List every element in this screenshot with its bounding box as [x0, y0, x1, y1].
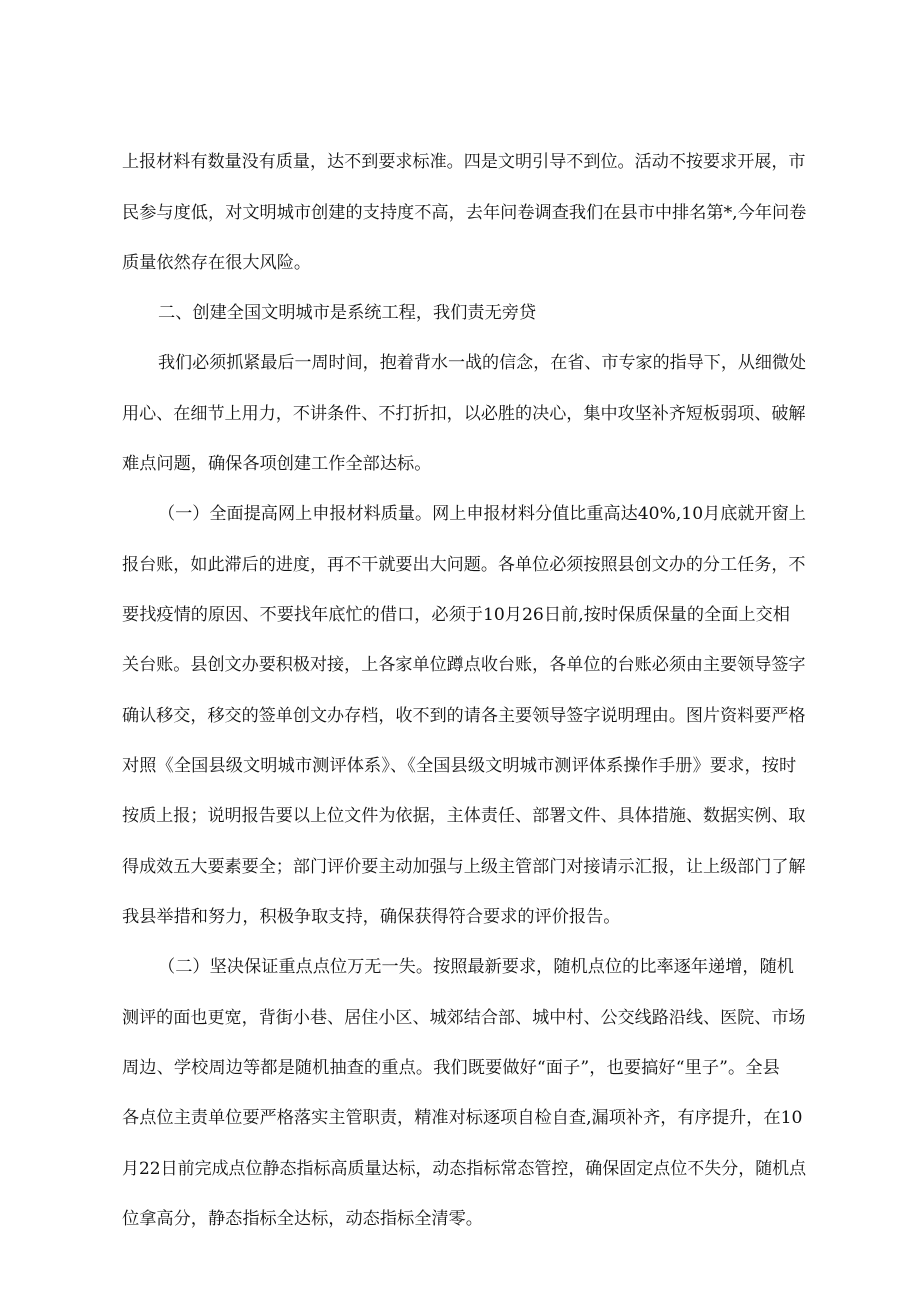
paragraph-line: 用心、在细节上用力，不讲条件、不打折扣，以必胜的决心，集中攻坚补齐短板弱项、破解 [122, 404, 806, 424]
paragraph-line: 测评的面也更宽，背街小巷、居住小区、城郊结合部、城中村、公交线路沿线、医院、市场 [122, 1008, 806, 1028]
paragraph-line: 按质上报；说明报告要以上位文件为依据，主体责任、部署文件、具体措施、数据实例、取 [122, 806, 806, 826]
paragraph-line: 关台账。县创文办要积极对接，上各家单位蹲点收台账，各单位的台账必须由主要领导签字 [122, 655, 806, 675]
paragraph-line: 周边、学校周边等都是随机抽查的重点。我们既要做好“面子”，也要搞好“里子”。全县 [122, 1058, 780, 1078]
paragraph-line: 报台账，如此滞后的进度，再不干就要出大问题。各单位必须按照县创文办的分工任务，不 [122, 555, 806, 575]
paragraph-line: 质量依然存在很大风险。 [122, 253, 312, 273]
section-heading: 二、创建全国文明城市是系统工程，我们责无旁贷 [158, 303, 537, 323]
paragraph-line: 得成效五大要素要全；部门评价要主动加强与上级主管部门对接请示汇报，让上级部门了解 [122, 857, 806, 877]
paragraph-line: 对照《全国县级文明城市测评体系》、《全国县级文明城市测评体系操作手册》要求，按时 [122, 756, 797, 776]
subsection-line: （一）全面提高网上申报材料质量。网上申报材料分值比重高达40%,10月底就开窗上 [158, 504, 806, 524]
paragraph-line: 月22日前完成点位静态指标高质量达标，动态指标常态管控，确保固定点位不失分，随机点 [122, 1159, 807, 1179]
paragraph-line: 我们必须抓紧最后一周时间，抱着背水一战的信念，在省、市专家的指导下，从细微处 [158, 353, 807, 373]
paragraph-line: 民参与度低，对文明城市创建的支持度不高，去年问卷调查我们在县市中排名第*,今年问卷 [122, 203, 807, 223]
subsection-line: （二）坚决保证重点点位万无一失。按照最新要求，随机点位的比率逐年递增，随机 [158, 957, 794, 977]
paragraph-line: 确认移交，移交的签单创文办存档，收不到的请各主要领导签字说明理由。图片资料要严格 [122, 706, 806, 726]
paragraph-line: 要找疫情的原因、不要找年底忙的借口，必须于10月26日前,按时保质保量的全面上交相 [122, 605, 790, 625]
paragraph-line: 难点问题，确保各项创建工作全部达标。 [122, 454, 432, 474]
paragraph-line: 位拿高分，静态指标全达标，动态指标全清零。 [122, 1209, 483, 1229]
paragraph-line: 上报材料有数量没有质量，达不到要求标准。四是文明引导不到位。活动不按要求开展，市 [122, 152, 806, 172]
paragraph-line: 我县举措和努力，积极争取支持，确保获得符合要求的评价报告。 [122, 907, 621, 927]
paragraph-line: 各点位主责单位要严格落实主管职责，精准对标逐项自检自查,漏项补齐，有序提升，在10 [122, 1108, 803, 1128]
